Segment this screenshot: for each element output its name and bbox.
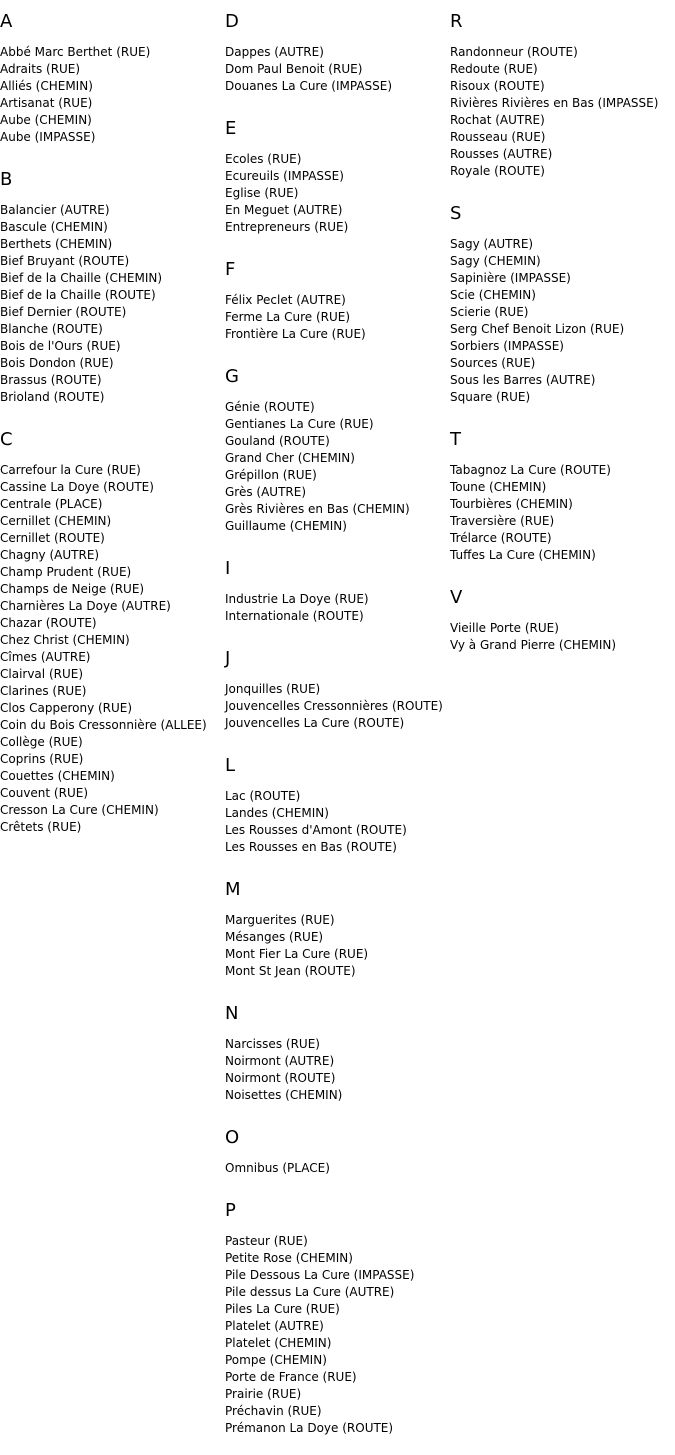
street-link[interactable]: Champ Prudent (RUE) — [0, 565, 132, 579]
street-list — [225, 1036, 450, 1104]
street-link[interactable]: Sources (RUE) — [450, 356, 536, 370]
street-link[interactable]: Sagy (AUTRE) — [450, 237, 534, 251]
street-list — [0, 462, 225, 836]
street-link[interactable]: Cernillet (CHEMIN) — [0, 514, 112, 528]
letter-heading: J — [225, 648, 231, 669]
street-link[interactable]: Grand Cher (CHEMIN) — [225, 451, 355, 465]
street-link[interactable]: Bascule (CHEMIN) — [0, 220, 108, 234]
street-link[interactable]: Platelet (CHEMIN) — [225, 1336, 332, 1350]
street-link[interactable]: Ecoles (RUE) — [225, 152, 302, 166]
street-link[interactable]: Grès Rivières en Bas (CHEMIN) — [225, 502, 410, 516]
letter-section — [450, 584, 675, 654]
street-link[interactable]: Bief Bruyant (ROUTE) — [0, 254, 130, 268]
street-link[interactable]: Pile dessus La Cure (AUTRE) — [225, 1285, 395, 1299]
street-link[interactable]: Félix Peclet (AUTRE) — [225, 293, 346, 307]
street-link[interactable]: Noisettes (CHEMIN) — [225, 1088, 343, 1102]
street-link[interactable]: Noirmont (AUTRE) — [225, 1054, 335, 1068]
street-link[interactable]: Bief de la Chaille (ROUTE) — [0, 288, 156, 302]
street-link[interactable]: En Meguet (AUTRE) — [225, 203, 343, 217]
street-link[interactable]: Toune (CHEMIN) — [450, 480, 547, 494]
street-link[interactable]: Balancier (AUTRE) — [0, 203, 110, 217]
letter-heading: P — [225, 1200, 236, 1221]
street-link[interactable]: Carrefour la Cure (RUE) — [0, 463, 141, 477]
street-link[interactable]: Omnibus (PLACE) — [225, 1161, 330, 1175]
letter-section — [450, 8, 675, 180]
street-link[interactable]: Bois de l'Ours (RUE) — [0, 339, 121, 353]
street-link[interactable]: Blanche (ROUTE) — [0, 322, 103, 336]
street-list — [225, 44, 450, 95]
street-link[interactable]: Clos Capperony (RUE) — [0, 701, 133, 715]
letter-section — [0, 426, 225, 836]
letter-section — [225, 115, 450, 236]
street-link[interactable]: Porte de France (RUE) — [225, 1370, 357, 1384]
street-link[interactable]: Risoux (ROUTE) — [450, 79, 545, 93]
letter-heading: V — [450, 587, 463, 608]
street-link[interactable]: Bief Dernier (ROUTE) — [0, 305, 127, 319]
street-link[interactable]: Petite Rose (CHEMIN) — [225, 1251, 353, 1265]
letter-section — [225, 555, 450, 625]
street-link[interactable]: Jouvencelles La Cure (ROUTE) — [225, 716, 405, 730]
column-1 — [0, 8, 225, 836]
street-link[interactable]: Vy à Grand Pierre (CHEMIN) — [450, 638, 617, 652]
street-link[interactable]: Bois Dondon (RUE) — [0, 356, 114, 370]
street-link[interactable]: Cîmes (AUTRE) — [0, 650, 91, 664]
letter-section — [0, 8, 225, 146]
street-list — [225, 788, 450, 856]
street-link[interactable]: Piles La Cure (RUE) — [225, 1302, 340, 1316]
street-link[interactable]: Ferme La Cure (RUE) — [225, 310, 351, 324]
letter-section — [225, 363, 450, 535]
street-link[interactable]: Brioland (ROUTE) — [0, 390, 105, 404]
column-3 — [450, 8, 675, 654]
street-link[interactable]: Adraits (RUE) — [0, 62, 81, 76]
letter-heading: B — [0, 169, 13, 190]
letter-section — [225, 256, 450, 343]
street-link[interactable]: Chagny (AUTRE) — [0, 548, 100, 562]
street-link[interactable]: Champs de Neige (RUE) — [0, 582, 145, 596]
column-2 — [225, 8, 450, 1437]
street-link[interactable]: Jonquilles (RUE) — [225, 682, 321, 696]
letter-heading: T — [450, 429, 461, 450]
street-link[interactable]: Abbé Marc Berthet (RUE) — [0, 45, 151, 59]
letter-section — [225, 752, 450, 856]
street-link[interactable]: Dom Paul Benoit (RUE) — [225, 62, 363, 76]
street-link[interactable]: Cresson La Cure (CHEMIN) — [0, 803, 159, 817]
street-link[interactable]: Clairval (RUE) — [0, 667, 84, 681]
section-gap — [225, 1177, 450, 1197]
street-link[interactable]: Collège (RUE) — [0, 735, 83, 749]
section-gap — [225, 535, 450, 555]
street-link[interactable]: Landes (CHEMIN) — [225, 806, 329, 820]
letter-heading: M — [225, 879, 241, 900]
section-gap — [225, 625, 450, 645]
street-link[interactable]: Alliés (CHEMIN) — [0, 79, 93, 93]
section-gap — [450, 564, 675, 584]
street-link[interactable]: Génie (ROUTE) — [225, 400, 315, 414]
street-link[interactable]: Cernillet (ROUTE) — [0, 531, 105, 545]
street-link[interactable]: Coin du Bois Cressonnière (ALLEE) — [0, 718, 207, 732]
street-link[interactable]: Noirmont (ROUTE) — [225, 1071, 336, 1085]
street-link[interactable]: Randonneur (ROUTE) — [450, 45, 578, 59]
street-link[interactable]: Tabagnoz La Cure (ROUTE) — [450, 463, 611, 477]
letter-heading: S — [450, 203, 462, 224]
street-list — [0, 44, 225, 146]
street-list — [450, 462, 675, 564]
street-link[interactable]: Lac (ROUTE) — [225, 789, 301, 803]
letter-section — [225, 8, 450, 95]
street-link[interactable]: Cassine La Doye (ROUTE) — [0, 480, 154, 494]
street-link[interactable]: Dappes (AUTRE) — [225, 45, 324, 59]
letter-heading: A — [0, 11, 13, 32]
street-list — [450, 620, 675, 654]
section-gap — [450, 180, 675, 200]
section-gap — [225, 95, 450, 115]
street-link[interactable]: Mont Fier La Cure (RUE) — [225, 947, 369, 961]
street-link[interactable]: Mont St Jean (ROUTE) — [225, 964, 356, 978]
street-link[interactable]: Trélarce (ROUTE) — [450, 531, 552, 545]
street-list — [225, 1160, 450, 1177]
street-link[interactable]: Guillaume (CHEMIN) — [225, 519, 347, 533]
street-link[interactable]: Douanes La Cure (IMPASSE) — [225, 79, 393, 93]
street-link[interactable]: Jouvencelles Cressonnières (ROUTE) — [225, 699, 443, 713]
letter-section — [225, 645, 450, 732]
street-link[interactable]: Sorbiers (IMPASSE) — [450, 339, 564, 353]
street-list — [225, 292, 450, 343]
letter-heading: C — [0, 429, 13, 450]
letter-heading: D — [225, 11, 239, 32]
street-link[interactable]: Rivières Rivières en Bas (IMPASSE) — [450, 96, 659, 110]
street-link[interactable]: Pompe (CHEMIN) — [225, 1353, 327, 1367]
street-link[interactable]: Artisanat (RUE) — [0, 96, 93, 110]
street-link[interactable]: Grépillon (RUE) — [225, 468, 317, 482]
street-link[interactable]: Préchavin (RUE) — [225, 1404, 322, 1418]
street-link[interactable]: Frontière La Cure (RUE) — [225, 327, 366, 341]
letter-heading: L — [225, 755, 236, 776]
section-gap — [225, 732, 450, 752]
street-link[interactable]: Square (RUE) — [450, 390, 531, 404]
street-link[interactable]: Platelet (AUTRE) — [225, 1319, 324, 1333]
street-link[interactable]: Vieille Porte (RUE) — [450, 621, 559, 635]
street-link[interactable]: Centrale (PLACE) — [0, 497, 103, 511]
section-gap — [0, 406, 225, 426]
street-link[interactable]: Les Rousses en Bas (ROUTE) — [225, 840, 397, 854]
street-link[interactable]: Crêtets (RUE) — [0, 820, 82, 834]
street-link[interactable]: Pasteur (RUE) — [225, 1234, 308, 1248]
street-link[interactable]: Aube (CHEMIN) — [0, 113, 92, 127]
street-link[interactable]: Chez Christ (CHEMIN) — [0, 633, 130, 647]
letter-section — [225, 1000, 450, 1104]
street-link[interactable]: Tourbières (CHEMIN) — [450, 497, 573, 511]
letter-section — [225, 876, 450, 980]
street-link[interactable]: Bief de la Chaille (CHEMIN) — [0, 271, 163, 285]
letter-section — [225, 1197, 450, 1437]
street-link[interactable]: Traversière (RUE) — [450, 514, 555, 528]
street-link[interactable]: Couettes (CHEMIN) — [0, 769, 115, 783]
street-link[interactable]: Royale (ROUTE) — [450, 164, 545, 178]
street-link[interactable]: Rochat (AUTRE) — [450, 113, 545, 127]
letter-section — [225, 1124, 450, 1177]
letter-section — [450, 200, 675, 406]
street-link[interactable]: Brassus (ROUTE) — [0, 373, 102, 387]
letter-section — [450, 426, 675, 564]
street-link[interactable]: Sous les Barres (AUTRE) — [450, 373, 596, 387]
section-gap — [225, 236, 450, 256]
letter-heading: N — [225, 1003, 239, 1024]
street-link[interactable]: Ecureuils (IMPASSE) — [225, 169, 344, 183]
street-link[interactable]: Coprins (RUE) — [0, 752, 84, 766]
street-list — [225, 681, 450, 732]
street-link[interactable]: Les Rousses d'Amont (ROUTE) — [225, 823, 407, 837]
letter-section — [0, 166, 225, 406]
street-link[interactable]: Pile Dessous La Cure (IMPASSE) — [225, 1268, 415, 1282]
letter-heading: F — [225, 259, 236, 280]
letter-heading: R — [450, 11, 463, 32]
street-link[interactable]: Prémanon La Doye (ROUTE) — [225, 1421, 394, 1435]
street-link[interactable]: Industrie La Doye (RUE) — [225, 592, 369, 606]
street-link[interactable]: Tuffes La Cure (CHEMIN) — [450, 548, 596, 562]
section-gap — [225, 856, 450, 876]
street-list — [225, 1233, 450, 1437]
street-link[interactable]: Prairie (RUE) — [225, 1387, 302, 1401]
street-link[interactable]: Scie (CHEMIN) — [450, 288, 536, 302]
street-link[interactable]: Redoute (RUE) — [450, 62, 538, 76]
street-link[interactable]: Berthets (CHEMIN) — [0, 237, 113, 251]
street-link[interactable]: Grès (AUTRE) — [225, 485, 307, 499]
section-gap — [225, 980, 450, 1000]
street-link[interactable]: Sagy (CHEMIN) — [450, 254, 541, 268]
street-link[interactable]: Mésanges (RUE) — [225, 930, 324, 944]
street-link[interactable]: Rousses (AUTRE) — [450, 147, 553, 161]
street-link[interactable]: Couvent (RUE) — [0, 786, 89, 800]
section-gap — [225, 343, 450, 363]
street-list — [225, 151, 450, 236]
street-link[interactable]: Narcisses (RUE) — [225, 1037, 320, 1051]
street-link[interactable]: Rousseau (RUE) — [450, 130, 546, 144]
street-link[interactable]: Gouland (ROUTE) — [225, 434, 330, 448]
street-link[interactable]: Scierie (RUE) — [450, 305, 529, 319]
section-gap — [450, 406, 675, 426]
street-link[interactable]: Marguerites (RUE) — [225, 913, 335, 927]
street-link[interactable]: Aube (IMPASSE) — [0, 130, 96, 144]
street-link[interactable]: Clarines (RUE) — [0, 684, 87, 698]
street-list — [0, 202, 225, 406]
letter-heading: E — [225, 118, 237, 139]
street-link[interactable]: Gentianes La Cure (RUE) — [225, 417, 374, 431]
street-link[interactable]: Sapinière (IMPASSE) — [450, 271, 571, 285]
street-list — [450, 236, 675, 406]
letter-heading: O — [225, 1127, 240, 1148]
section-gap — [225, 1104, 450, 1124]
street-link[interactable]: Eglise (RUE) — [225, 186, 299, 200]
letter-heading: G — [225, 366, 239, 387]
street-list — [225, 912, 450, 980]
street-link[interactable]: Charnières La Doye (AUTRE) — [0, 599, 171, 613]
street-link[interactable]: Chazar (ROUTE) — [0, 616, 97, 630]
street-list — [225, 399, 450, 535]
street-link[interactable]: Entrepreneurs (RUE) — [225, 220, 349, 234]
street-link[interactable]: Serg Chef Benoit Lizon (RUE) — [450, 322, 625, 336]
street-list — [225, 591, 450, 625]
section-gap — [0, 146, 225, 166]
letter-heading: I — [225, 558, 231, 579]
street-list — [450, 44, 675, 180]
street-link[interactable]: Internationale (ROUTE) — [225, 609, 364, 623]
